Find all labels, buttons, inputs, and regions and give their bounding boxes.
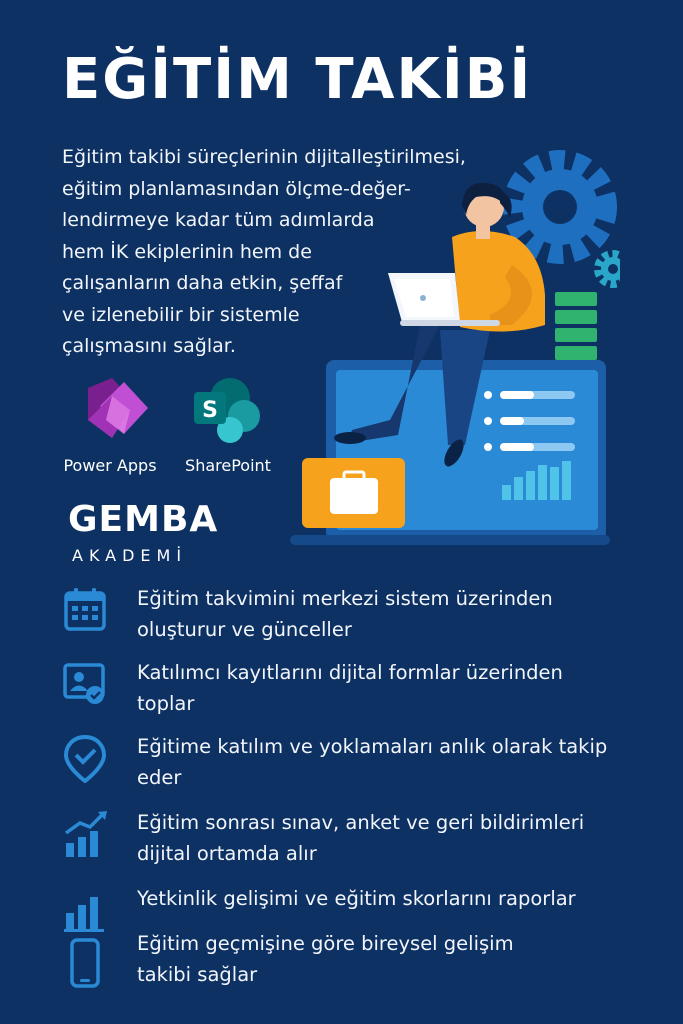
partner-logos <box>63 376 290 476</box>
feature-line: oluşturur ve günceller <box>137 618 352 641</box>
power-apps-icon <box>60 376 160 446</box>
sharepoint-label: SharePoint <box>185 456 271 475</box>
page-title: EĞİTİM TAKİBİ <box>62 47 533 112</box>
brand-logo <box>68 499 219 565</box>
feature-text <box>137 731 657 793</box>
sharepoint-letter: S <box>202 398 218 423</box>
growth-chart-icon <box>60 809 110 859</box>
calendar-icon <box>60 585 110 635</box>
hero-illustration <box>290 145 620 555</box>
sharepoint-logo <box>178 376 278 475</box>
power-apps-label: Power Apps <box>63 456 157 475</box>
location-check-icon <box>60 733 110 783</box>
feature-text <box>137 807 657 869</box>
feature-line: Eğitim geçmişine göre bireysel gelişim <box>137 932 514 955</box>
feature-text <box>137 928 657 990</box>
bar-chart-icon <box>60 885 110 935</box>
intro-line: lendirmeye kadar tüm adımlarda <box>62 209 375 231</box>
mobile-icon <box>60 938 110 988</box>
brand-name: GEMBA <box>68 499 219 540</box>
sharepoint-icon <box>178 376 278 446</box>
feature-line: dijital ortamda alır <box>137 842 317 865</box>
power-apps-logo <box>60 376 160 475</box>
intro-line: Eğitim takibi süreçlerinin dijitalleştirilmesi, <box>62 146 466 168</box>
form-user-icon <box>60 659 110 709</box>
small-gear-icon <box>598 254 620 284</box>
feature-line: toplar <box>137 692 195 715</box>
feature-text <box>137 883 657 914</box>
intro-line: çalışmasını sağlar. <box>62 335 236 357</box>
feature-line: eder <box>137 766 182 789</box>
feature-line: Eğitime katılım ve yoklamaları anlık olarak takip <box>137 735 608 758</box>
feature-line: Katılımcı kayıtlarını dijital formlar üzerinden <box>137 661 563 684</box>
feature-text <box>137 583 657 645</box>
briefcase-card-icon <box>302 458 405 528</box>
brand-sub: AKADEMİ <box>72 546 188 565</box>
feature-line: Yetkinlik gelişimi ve eğitim skorlarını raporlar <box>137 887 576 910</box>
intro-line: ve izlenebilir bir sistemle <box>62 303 300 326</box>
feature-line: takibi sağlar <box>137 963 258 986</box>
feature-text <box>137 657 657 719</box>
server-stack-icon <box>555 292 597 360</box>
intro-line: eğitim planlamasından ölçme-değer- <box>62 177 411 200</box>
large-gear-icon <box>514 161 606 253</box>
feature-line: Eğitim takvimini merkezi sistem üzerinden <box>137 587 553 610</box>
feature-line: Eğitim sonrası sınav, anket ve geri bildirimleri <box>137 811 585 834</box>
intro-line: hem İK ekiplerinin hem de <box>62 240 312 263</box>
intro-line: çalışanların daha etkin, şeffaf <box>62 272 343 294</box>
